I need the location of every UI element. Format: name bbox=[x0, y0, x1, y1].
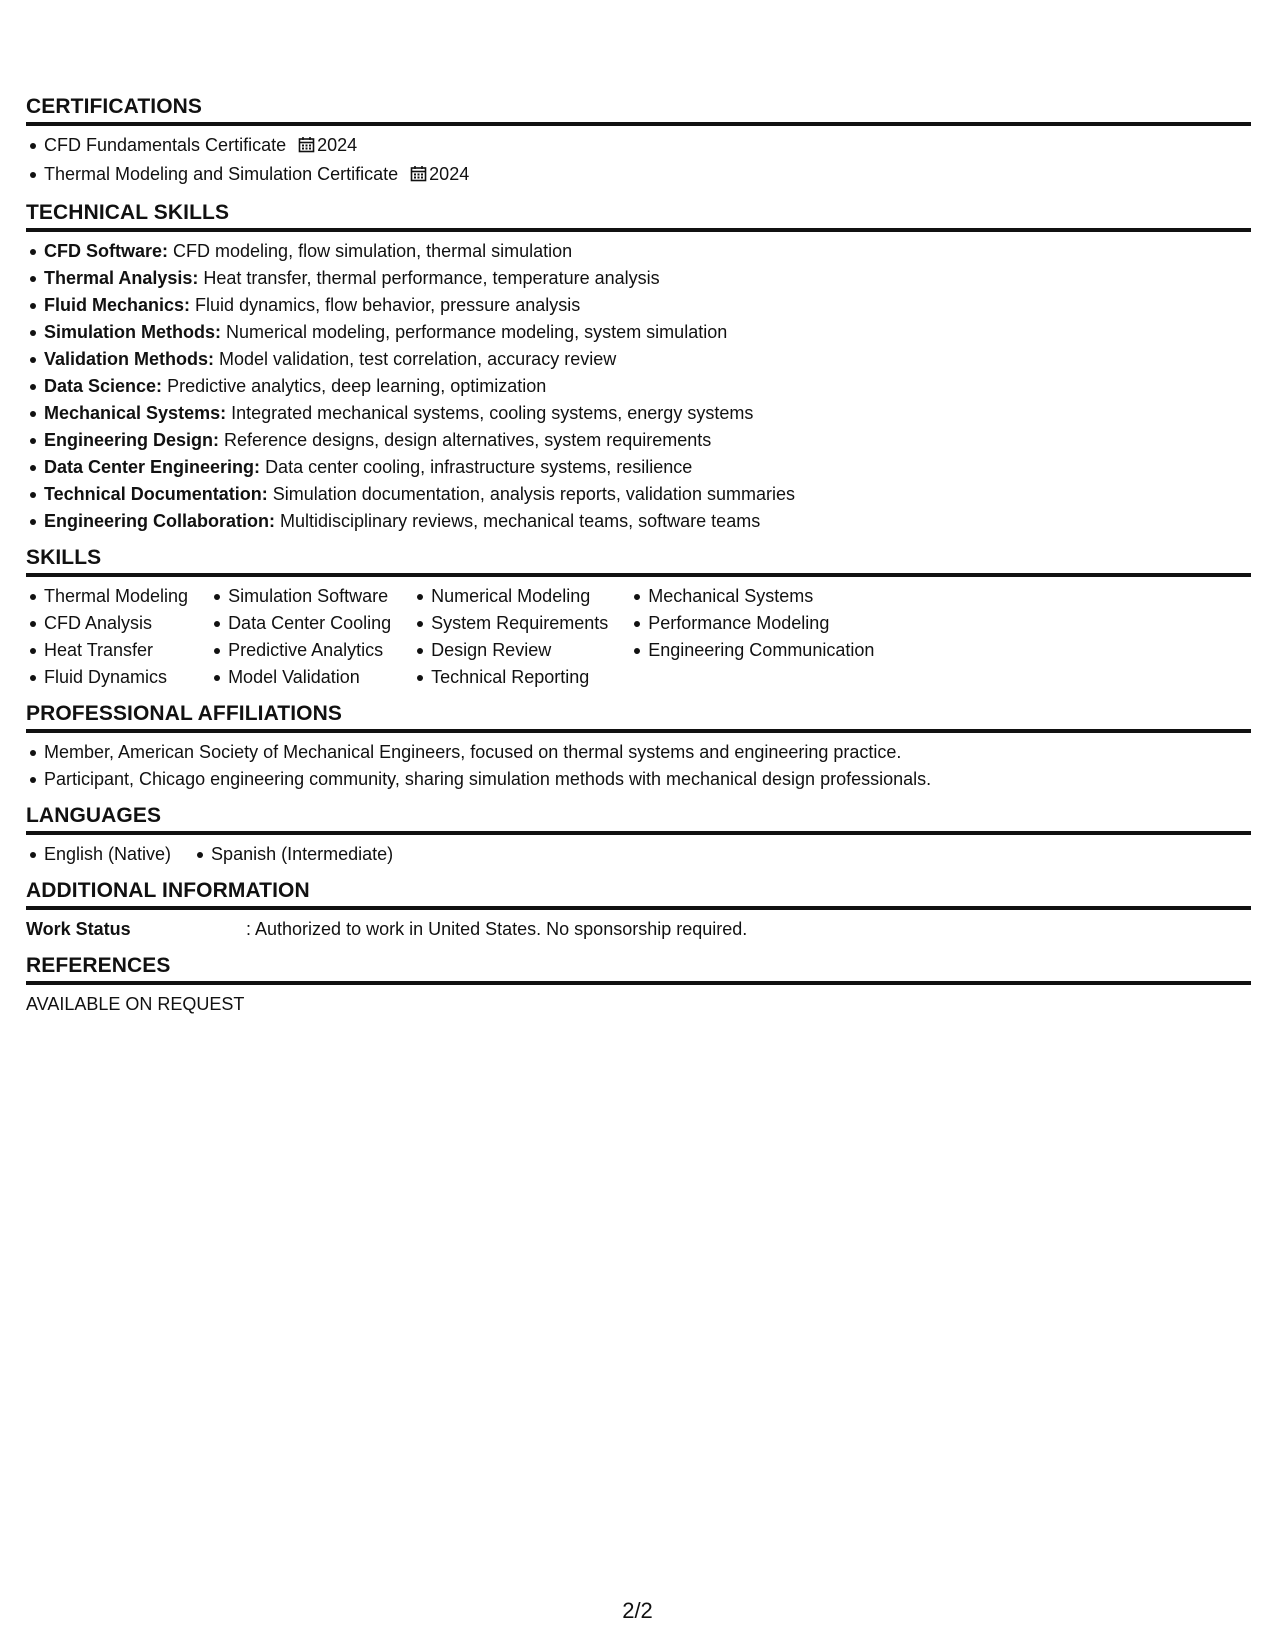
skill-detail: Heat transfer, thermal performance, temperature analysis bbox=[203, 268, 660, 288]
affiliation-item: Member, American Society of Mechanical Engineers, focused on thermal systems and engineering practice. bbox=[26, 739, 1251, 766]
section-title: CERTIFICATIONS bbox=[26, 94, 1251, 126]
languages-section bbox=[26, 803, 1251, 868]
skill-category: Mechanical Systems: bbox=[44, 403, 227, 423]
technical-skill-item bbox=[26, 346, 1251, 373]
skill-category: Engineering Collaboration: bbox=[44, 511, 276, 531]
section-title: PROFESSIONAL AFFILIATIONS bbox=[26, 701, 1251, 733]
certification-item bbox=[26, 132, 1251, 161]
resume-page bbox=[26, 94, 1251, 1028]
calendar-icon bbox=[410, 163, 427, 190]
technical-skills-section bbox=[26, 200, 1251, 535]
skill-item: System Requirements bbox=[413, 610, 608, 637]
languages-list bbox=[26, 841, 415, 868]
skill-detail: Numerical modeling, performance modeling, system simulation bbox=[226, 322, 728, 342]
skill-detail: Multidisciplinary reviews, mechanical teams, software teams bbox=[280, 511, 761, 531]
skill-detail: Model validation, test correlation, accuracy review bbox=[219, 349, 617, 369]
work-status-value: : Authorized to work in United States. No sponsorship required. bbox=[246, 919, 748, 939]
skill-item: Model Validation bbox=[210, 664, 391, 691]
certification-year: 2024 bbox=[429, 164, 470, 184]
skill-item: Thermal Modeling bbox=[26, 583, 188, 610]
skill-item: Performance Modeling bbox=[630, 610, 874, 637]
skills-section bbox=[26, 545, 1251, 691]
skill-category: Engineering Design: bbox=[44, 430, 220, 450]
references-text: AVAILABLE ON REQUEST bbox=[26, 994, 245, 1014]
skill-category: Technical Documentation: bbox=[44, 484, 268, 504]
skill-detail: Fluid dynamics, flow behavior, pressure analysis bbox=[195, 295, 581, 315]
technical-skill-item bbox=[26, 238, 1251, 265]
skills-grid bbox=[26, 583, 1251, 691]
skill-item: Design Review bbox=[413, 637, 608, 664]
skills-column bbox=[413, 583, 608, 691]
skill-detail: Predictive analytics, deep learning, optimization bbox=[167, 376, 547, 396]
technical-skill-item bbox=[26, 481, 1251, 508]
skill-item: CFD Analysis bbox=[26, 610, 188, 637]
technical-skill-item bbox=[26, 265, 1251, 292]
section-title: REFERENCES bbox=[26, 953, 1251, 985]
skill-category: Data Science: bbox=[44, 376, 163, 396]
technical-skill-item bbox=[26, 400, 1251, 427]
technical-skill-item bbox=[26, 292, 1251, 319]
certifications-section bbox=[26, 94, 1251, 190]
languages-row bbox=[26, 841, 1251, 868]
additional-info-section bbox=[26, 878, 1251, 943]
affiliation-item: Participant, Chicago engineering community, sharing simulation methods with mechanical design professionals. bbox=[26, 766, 1251, 793]
skills-column bbox=[26, 583, 188, 691]
certification-name: Thermal Modeling and Simulation Certificate bbox=[44, 164, 399, 184]
calendar-icon bbox=[298, 134, 315, 161]
skill-item: Predictive Analytics bbox=[210, 637, 391, 664]
skill-item: Numerical Modeling bbox=[413, 583, 608, 610]
work-status-row bbox=[26, 916, 1251, 943]
affiliations-list bbox=[26, 739, 1251, 793]
technical-skills-list bbox=[26, 238, 1251, 535]
skills-column bbox=[210, 583, 391, 691]
certification-year: 2024 bbox=[317, 135, 358, 155]
skill-item: Engineering Communication bbox=[630, 637, 874, 664]
skill-detail: Integrated mechanical systems, cooling systems, energy systems bbox=[231, 403, 754, 423]
skills-column bbox=[630, 583, 874, 691]
skill-item: Mechanical Systems bbox=[630, 583, 874, 610]
skill-item: Technical Reporting bbox=[413, 664, 608, 691]
skill-detail: CFD modeling, flow simulation, thermal simulation bbox=[173, 241, 573, 261]
technical-skill-item bbox=[26, 373, 1251, 400]
language-item: Spanish (Intermediate) bbox=[193, 841, 393, 868]
skill-detail: Simulation documentation, analysis reports, validation summaries bbox=[272, 484, 795, 504]
skill-category: Fluid Mechanics: bbox=[44, 295, 191, 315]
affiliations-section bbox=[26, 701, 1251, 793]
skill-category: CFD Software: bbox=[44, 241, 169, 261]
skill-category: Data Center Engineering: bbox=[44, 457, 261, 477]
technical-skill-item bbox=[26, 319, 1251, 346]
technical-skill-item bbox=[26, 427, 1251, 454]
skill-item: Simulation Software bbox=[210, 583, 391, 610]
skill-item: Fluid Dynamics bbox=[26, 664, 188, 691]
page-number: 2/2 bbox=[622, 1598, 653, 1623]
section-title: LANGUAGES bbox=[26, 803, 1251, 835]
skill-item: Heat Transfer bbox=[26, 637, 188, 664]
technical-skill-item bbox=[26, 508, 1251, 535]
language-item: English (Native) bbox=[26, 841, 171, 868]
skill-detail: Reference designs, design alternatives, system requirements bbox=[224, 430, 712, 450]
section-title: SKILLS bbox=[26, 545, 1251, 577]
skill-category: Thermal Analysis: bbox=[44, 268, 199, 288]
certifications-list bbox=[26, 132, 1251, 190]
section-title: ADDITIONAL INFORMATION bbox=[26, 878, 1251, 910]
certification-name: CFD Fundamentals Certificate bbox=[44, 135, 287, 155]
work-status-label: Work Status bbox=[26, 919, 131, 939]
section-title: TECHNICAL SKILLS bbox=[26, 200, 1251, 232]
skill-item: Data Center Cooling bbox=[210, 610, 391, 637]
skill-detail: Data center cooling, infrastructure systems, resilience bbox=[265, 457, 693, 477]
skill-category: Simulation Methods: bbox=[44, 322, 221, 342]
skill-category: Validation Methods: bbox=[44, 349, 215, 369]
technical-skill-item bbox=[26, 454, 1251, 481]
certification-item bbox=[26, 161, 1251, 190]
references-section bbox=[26, 953, 1251, 1018]
